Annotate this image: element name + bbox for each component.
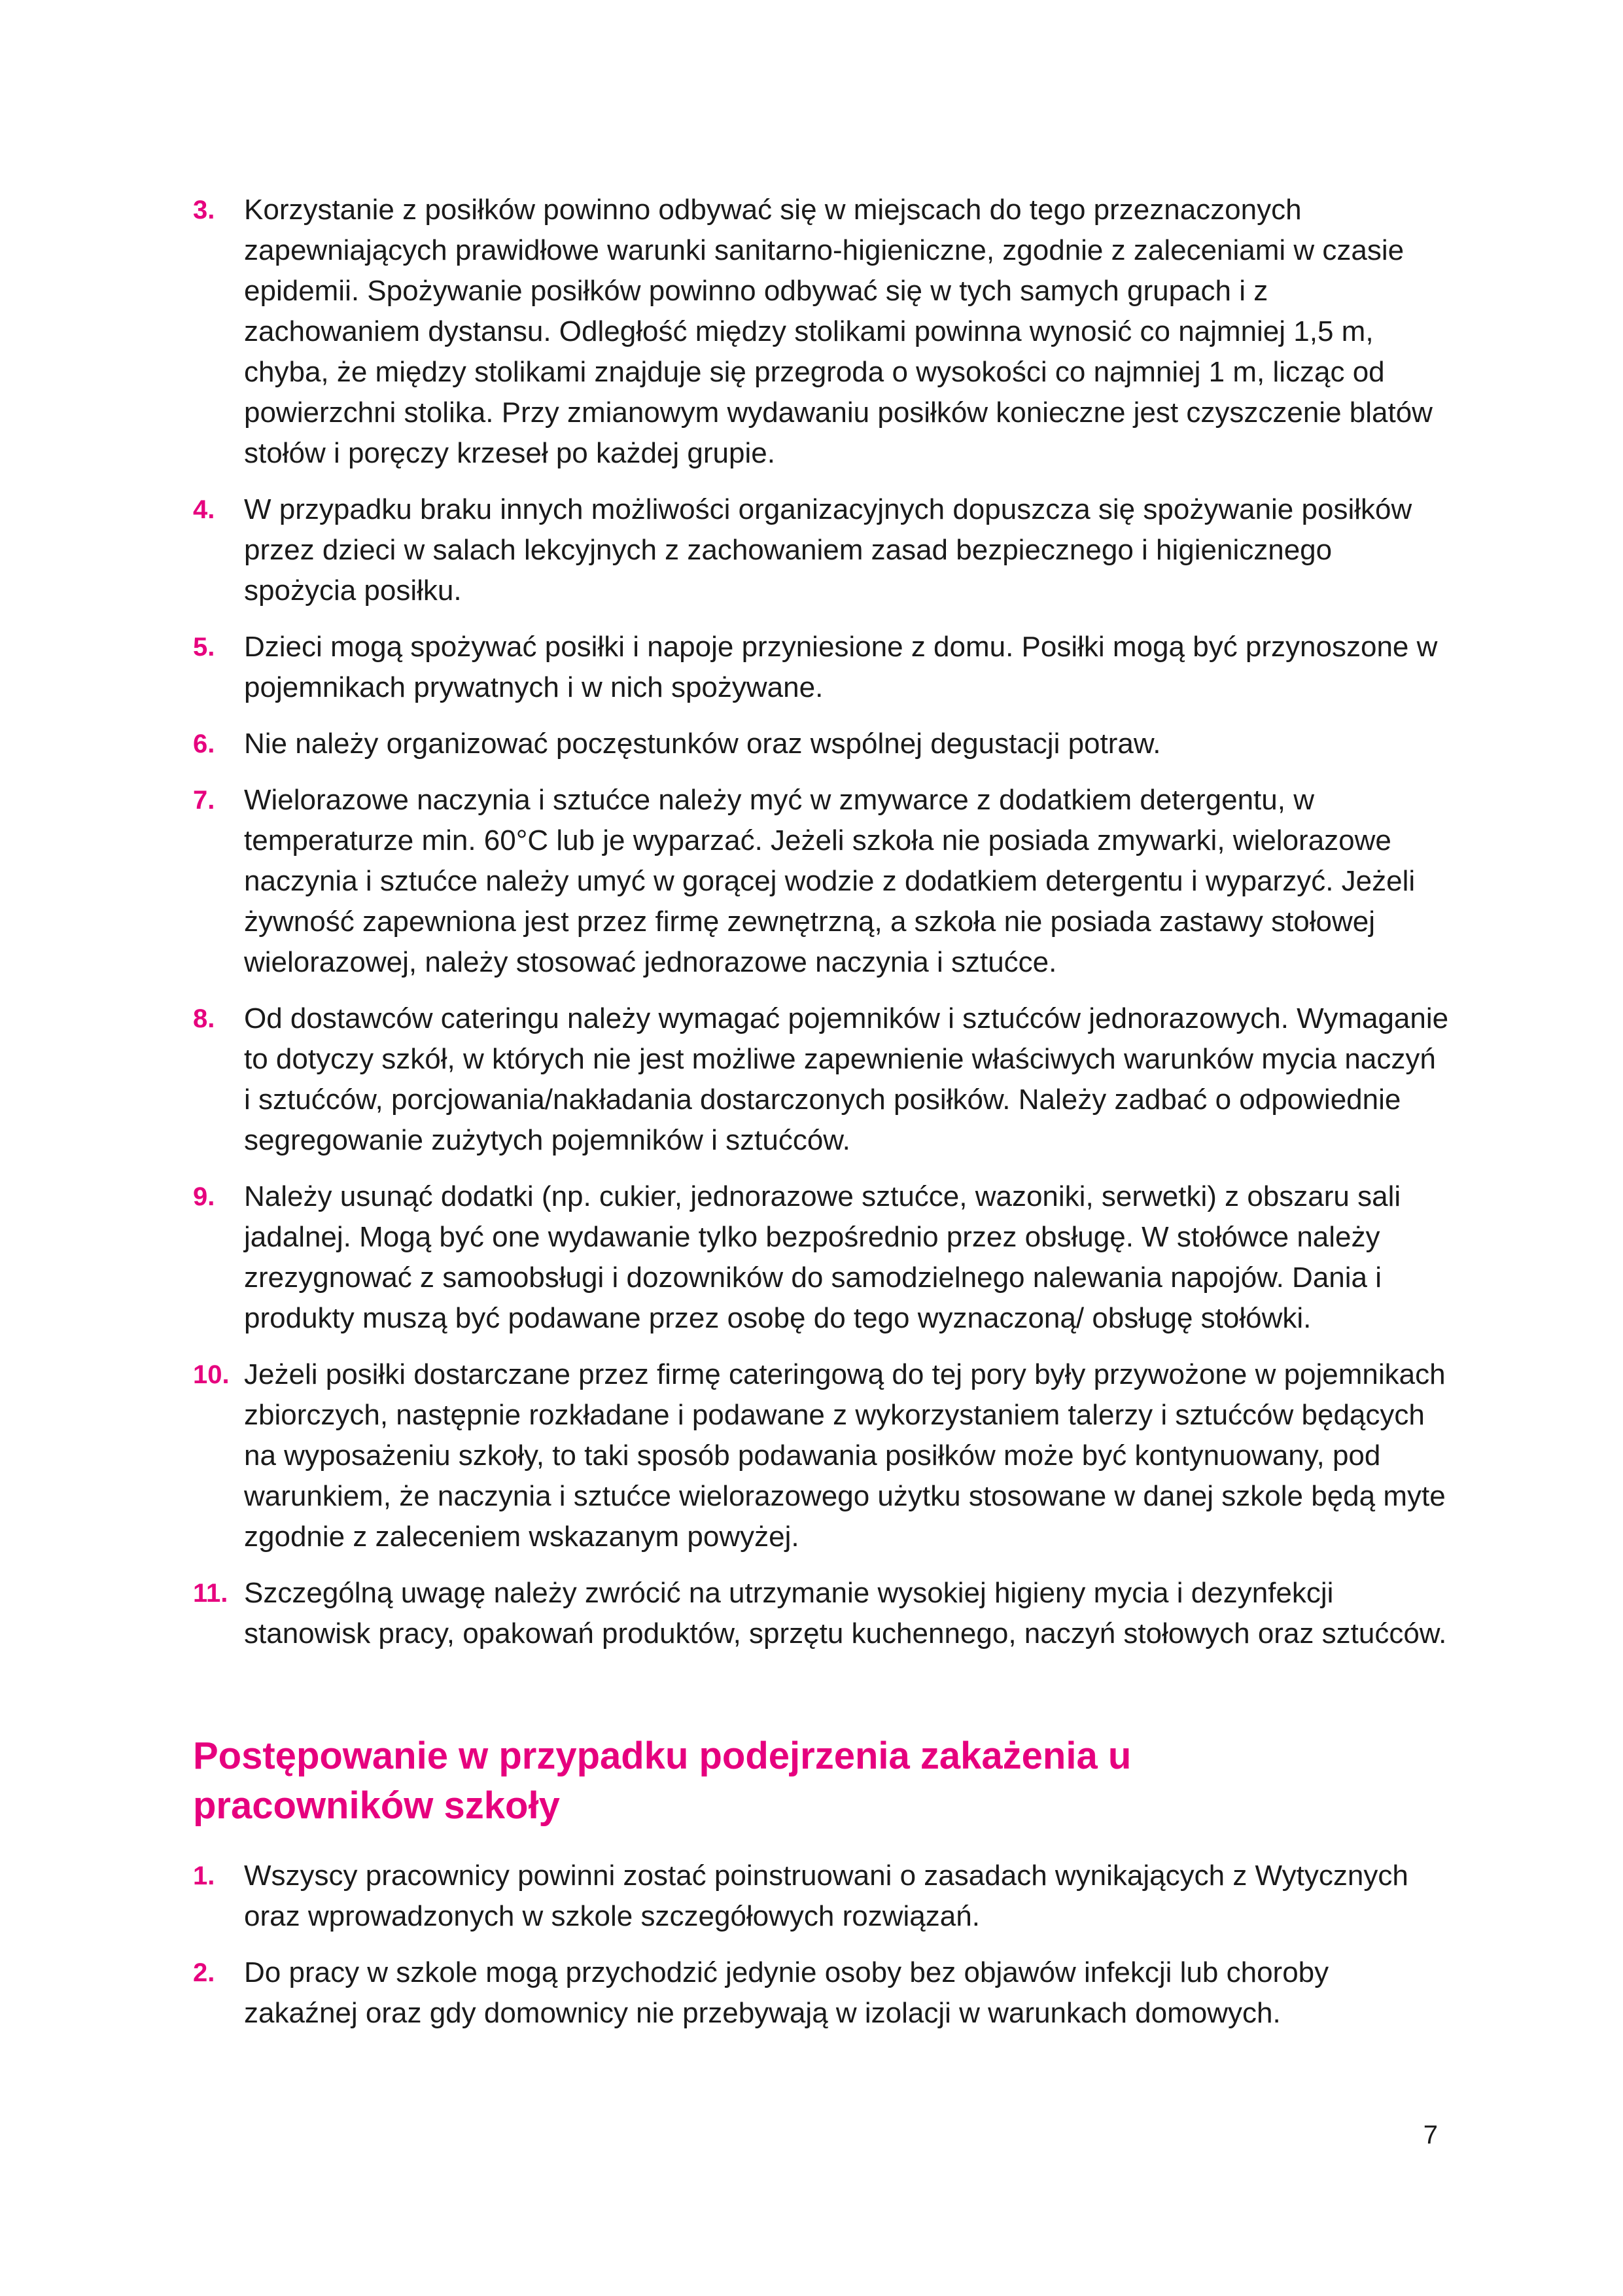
list-item-text: Szczególną uwagę należy zwrócić na utrzymanie wysokiej higieny mycia i dezynfekcji stanowisk pracy, opakowań produktów, sprzętu kuchennego, naczyń stołowych oraz sztućców. [244,1577,1447,1650]
list-item-text: Wszyscy pracownicy powinni zostać poinstruowani o zasadach wynikających z Wytycznych oraz wprowadzonych w szkole szczegółowych rozwiązań. [244,1860,1408,1932]
list-item-number: 7. [193,786,215,815]
section-heading: Postępowanie w przypadku podejrzenia zakażenia u pracowników szkoły [193,1735,1132,1827]
page-number: 7 [1423,2121,1438,2149]
list-item-text: Dzieci mogą spożywać posiłki i napoje przyniesione z domu. Posiłki mogą być przynoszone w pojemnikach prywatnych i w nich spożywane. [244,631,1438,703]
list-item-number: 11. [193,1579,228,1608]
list-item [193,190,1449,474]
list-item-number: 4. [193,495,215,524]
list-item-text: Jeżeli posiłki dostarczane przez firmę cateringową do tej pory były przywożone w pojemnikach zbiorczych, następnie rozkładane i podawane z wykorzystaniem talerzy i sztućców będących na wyposażeniu szkoły, to taki sposób podawania posiłków może być kontynuowany, pod warunkiem, że naczynia i sztućce wielorazowego użytku stosowane w danej szkole będą myte zgodnie z zaleceniem wskazanym powyżej. [244,1358,1446,1553]
list-item-number: 6. [193,730,215,758]
list-item-text: W przypadku braku innych możliwości organizacyjnych dopuszcza się spożywanie posiłków przez dzieci w salach lekcyjnych z zachowaniem zasad bezpiecznego i higienicznego spożycia posiłku. [244,493,1412,607]
list-item [193,1176,1449,1339]
list-item [193,489,1449,611]
list-item [193,1354,1449,1557]
list-item-text: Nie należy organizować poczęstunków oraz wspólnej degustacji potraw. [244,728,1161,760]
list-item [193,627,1449,708]
list-item-text: Do pracy w szkole mogą przychodzić jedynie osoby bez objawów infekcji lub choroby zakaźnej oraz gdy domownicy nie przebywają w izolacji w warunkach domowych. [244,1956,1329,2029]
list-item-text: Korzystanie z posiłków powinno odbywać się w miejscach do tego przeznaczonych zapewniających prawidłowe warunki sanitarno-higieniczne, zgodnie z zaleceniami w czasie epidemii. Spożywanie posiłków powinno odbywać się w tych samych grupach i z zachowaniem dystansu. Odległość między stolikami powinna wynosić co najmniej 1,5 m, chyba, że między stolikami znajduje się przegroda o wysokości co najmniej 1 m, licząc od powierzchni stolika. Przy zmianowym wydawaniu posiłków konieczne jest czyszczenie blatów stołów i poręczy krzeseł po każdej grupie. [244,194,1433,469]
list-item-text: Od dostawców cateringu należy wymagać pojemników i sztućców jednorazowych. Wymaganie to dotyczy szkół, w których nie jest możliwe zapewnienie właściwych warunków mycia naczyń i sztućców, porcjowania/nakładania dostarczonych posiłków. Należy zadbać o odpowiednie segregowanie zużytych pojemników i sztućców. [244,1002,1449,1156]
guidelines-list-staff [193,1856,1449,2034]
list-item [193,1856,1449,1937]
list-item [193,724,1449,764]
list-item-number: 10. [193,1360,230,1389]
page-content [193,190,1449,2049]
list-item-text: Należy usunąć dodatki (np. cukier, jednorazowe sztućce, wazoniki, serwetki) z obszaru sali jadalnej. Mogą być one wydawanie tylko bezpośrednio przez obsługę. W stołówce należy zrezygnować z samoobsługi i dozowników do samodzielnego nalewania napojów. Dania i produkty muszą być podawane przez osobę do tego wyznaczoną/ obsługę stołówki. [244,1180,1401,1334]
list-item-number: 5. [193,633,215,662]
list-item-number: 9. [193,1182,215,1211]
list-item [193,1573,1449,1654]
list-item-number: 1. [193,1862,215,1890]
list-item-number: 3. [193,196,215,224]
list-item-number: 8. [193,1004,215,1033]
list-item-number: 2. [193,1958,215,1987]
guidelines-list-meals [193,190,1449,1654]
list-item [193,998,1449,1161]
list-item [193,780,1449,983]
list-item-text: Wielorazowe naczynia i sztućce należy myć w zmywarce z dodatkiem detergentu, w temperaturze min. 60°C lub je wyparzać. Jeżeli szkoła nie posiada zmywarki, wielorazowe naczynia i sztućce należy umyć w gorącej wodzie z dodatkiem detergentu i wyparzyć. Jeżeli żywność zapewniona jest przez firmę zewnętrzną, a szkoła nie posiada zastawy stołowej wielorazowej, należy stosować jednorazowe naczynia i sztućce. [244,784,1416,978]
list-item [193,1952,1449,2034]
